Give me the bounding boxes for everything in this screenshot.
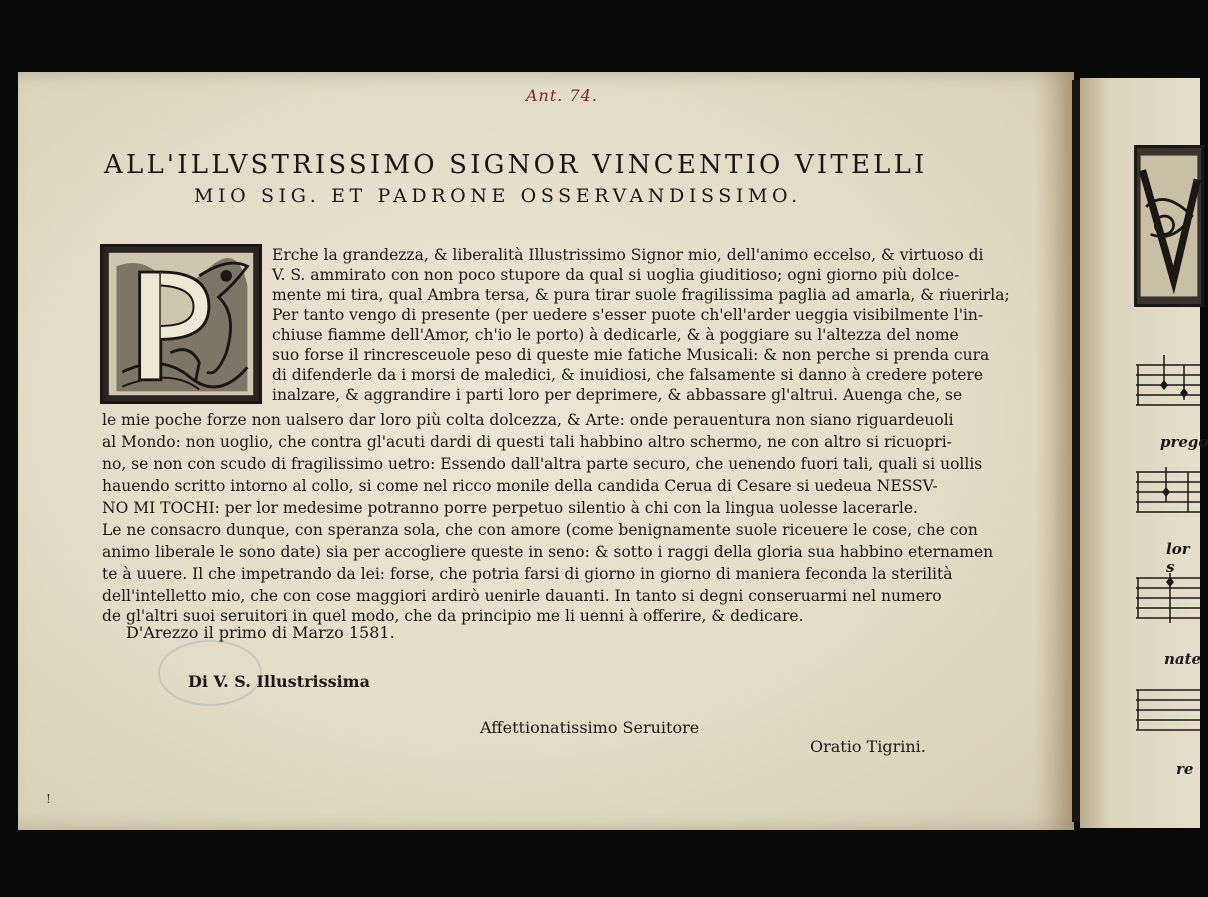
- body-line: dell'intelletto mio, che con cose maggiori ardirò uenirle dauanti. In tanto si degni conseruarmi nel numero: [102, 587, 942, 605]
- body-line: Le ne consacro dunque, con speranza sola, che con amore (come benignamente suole riceuere le cose, che con: [102, 521, 978, 539]
- right-page-word: prego: [1160, 433, 1208, 451]
- book-gutter: [1072, 80, 1080, 822]
- body-line: NO MI TOCHI: per lor medesime potranno porre perpetuo silentio à chi con la lingua uolesse lacerarle.: [102, 499, 918, 517]
- body-line: no, se non con scudo di fragilissimo uetro: Essendo dall'altra parte securo, che uenendo fuori tali, quali si uollis: [102, 455, 983, 473]
- body-line: le mie poche forze non ualsero dar loro più colta dolcezza, & Arte: onde perauentura non siano riguardeuoli: [102, 411, 954, 429]
- salutation: Di V. S. Illustrissima: [188, 672, 370, 691]
- shelfmark: Ant. 74.: [526, 86, 598, 105]
- body-line: hauendo scritto intorno al collo, si come nel ricco monile della candida Cerua di Cesare si uedeua NESSV-: [102, 477, 938, 495]
- body-line: chiuse fiamme dell'Amor, ch'io le porto) à dedicarle, & à poggiare su l'altezza del nome: [272, 326, 959, 344]
- body-line: mente mi tira, qual Ambra tersa, & pura tirar suole fragilissima paglia ad amarla, & riuerirla;: [272, 286, 1010, 304]
- dedication-date: D'Arezzo il primo di Marzo 1581.: [126, 623, 395, 642]
- folio-mark: !: [46, 792, 51, 806]
- right-page-decorated-initial: [1134, 145, 1204, 307]
- signature: Oratio Tigrini.: [810, 737, 926, 756]
- decorated-initial-p-icon: [103, 247, 259, 401]
- right-page-word: lor s: [1166, 540, 1190, 576]
- body-line: animo liberale le sono date) sia per accogliere queste in seno: & sotto i raggi della gloria sua habbino eternamen: [102, 543, 994, 561]
- right-page-word: nate: [1164, 650, 1202, 668]
- music-staff-4: [1136, 680, 1200, 740]
- music-staff-1: [1136, 355, 1200, 415]
- right-page-word: re: [1176, 760, 1194, 778]
- body-line: Per tanto vengo di presente (per uedere s'esser puote ch'ell'arder ueggia visibilmente l'in-: [272, 306, 984, 324]
- music-staff-3: [1136, 568, 1200, 628]
- body-line: di difenderle da i morsi de maledici, & inuidiosi, che falsamente si danno à credere potere: [272, 366, 984, 384]
- body-line: suo forse il rincresceuole peso di queste mie fatiche Musicali: & non perche si prenda cura: [272, 346, 990, 364]
- music-staff-2: [1136, 462, 1200, 522]
- closing: Affettionatissimo Seruitore: [480, 718, 700, 737]
- body-line: te à uuere. Il che impetrando da lei: forse, che potria farsi di giorno in giorno di maniera feconda la sterilità: [102, 565, 953, 583]
- body-line: inalzare, & aggrandire i parti loro per deprimere, & abbassare gl'altrui. Auenga che, se: [272, 386, 963, 404]
- body-line: V. S. ammirato con non poco stupore da qual si uoglia giuditioso; ogni giorno più dolce-: [272, 266, 960, 284]
- body-line: Erche la grandezza, & liberalità Illustrissimo Signor mio, dell'animo eccelso, & virtuoso di: [272, 246, 984, 264]
- body-line: de gl'altri suoi seruitori in quel modo, che da principio me li uenni à offerire, & dedicare.: [102, 607, 804, 625]
- decorated-initial: [100, 244, 262, 404]
- woodcut-initial-icon: [1137, 148, 1201, 304]
- dedication-title-line1: ALL'ILLVSTRISSIMO SIGNOR VINCENTIO VITELLI: [104, 150, 928, 180]
- body-line: al Mondo: non uoglio, che contra gl'acuti dardi di questi tali habbino altro schermo, ne con altro si ricuopri-: [102, 433, 952, 451]
- dedication-title-line2: MIO SIG. ET PADRONE OSSERVANDISSIMO.: [194, 185, 802, 207]
